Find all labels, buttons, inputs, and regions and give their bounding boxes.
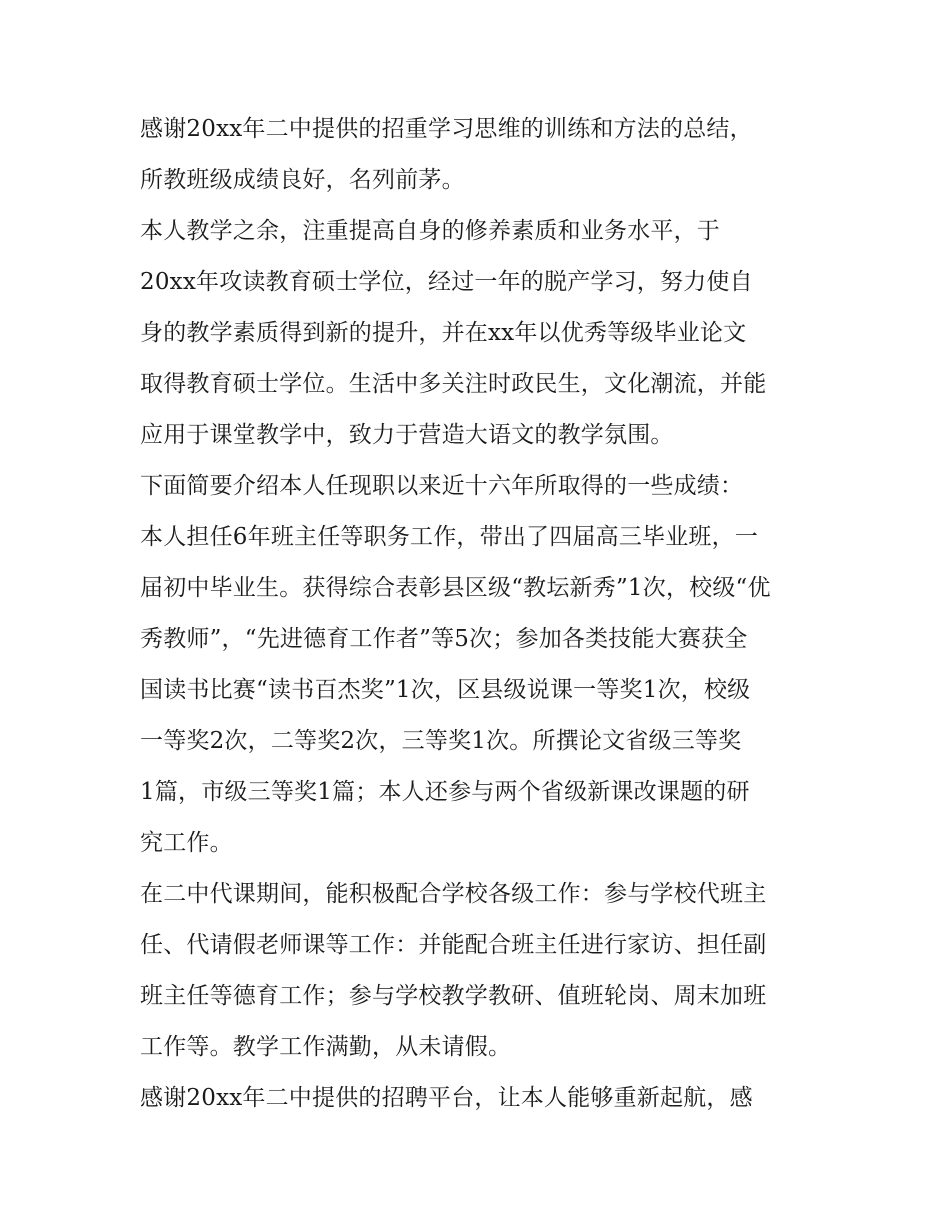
text-line: 所教班级成绩良好，名列前茅。 <box>140 167 465 193</box>
text-line: 20xx年攻读教育硕士学位，经过一年的脱产学习，努力使自 <box>140 269 753 295</box>
document-body <box>140 104 820 1124</box>
text-line: 国读书比赛“读书百杰奖”1次，区县级说课一等奖1次，校级 <box>140 677 751 703</box>
text-line: 究工作。 <box>140 830 233 856</box>
text-line: 下面简要介绍本人任现职以来近十六年所取得的一些成绩： <box>140 473 744 499</box>
text-line: 班主任等德育工作；参与学校教学教研、值班轮岗、周末加班 <box>140 983 767 1009</box>
text-line: 任、代请假老师课等工作：并能配合班主任进行家访、担任副 <box>140 932 767 958</box>
text-line: 身的教学素质得到新的提升，并在xx年以优秀等级毕业论文 <box>140 320 747 346</box>
text-line: 一等奖2次，二等奖2次，三等奖1次。所撰论文省级三等奖 <box>140 728 742 754</box>
text-line: 本人担任6年班主任等职务工作，带出了四届高三毕业班，一 <box>140 524 759 550</box>
text-line: 秀教师”，“先进德育工作者”等5次；参加各类技能大赛获全 <box>140 626 748 652</box>
text-line: 在二中代课期间，能积极配合学校各级工作：参与学校代班主 <box>140 881 767 907</box>
text-line: 感谢20xx年二中提供的招聘平台，让本人能够重新起航，感 <box>140 1085 753 1111</box>
text-line: 应用于课堂教学中，致力于营造大语文的教学氛围。 <box>140 422 674 448</box>
text-line: 取得教育硕士学位。生活中多关注时政民生，文化潮流，并能 <box>140 371 767 397</box>
text-line: 本人教学之余，注重提高自身的修养素质和业务水平，于 <box>140 218 720 244</box>
text-line: 感谢20xx年二中提供的招重学习思维的训练和方法的总结， <box>140 116 753 142</box>
text-line: 1篇，市级三等奖1篇；本人还参与两个省级新课改课题的研 <box>140 779 750 805</box>
text-line: 工作等。教学工作满勤，从未请假。 <box>140 1034 512 1060</box>
text-line: 届初中毕业生。获得综合表彰县区级“教坛新秀”1次，校级“优 <box>140 575 771 601</box>
